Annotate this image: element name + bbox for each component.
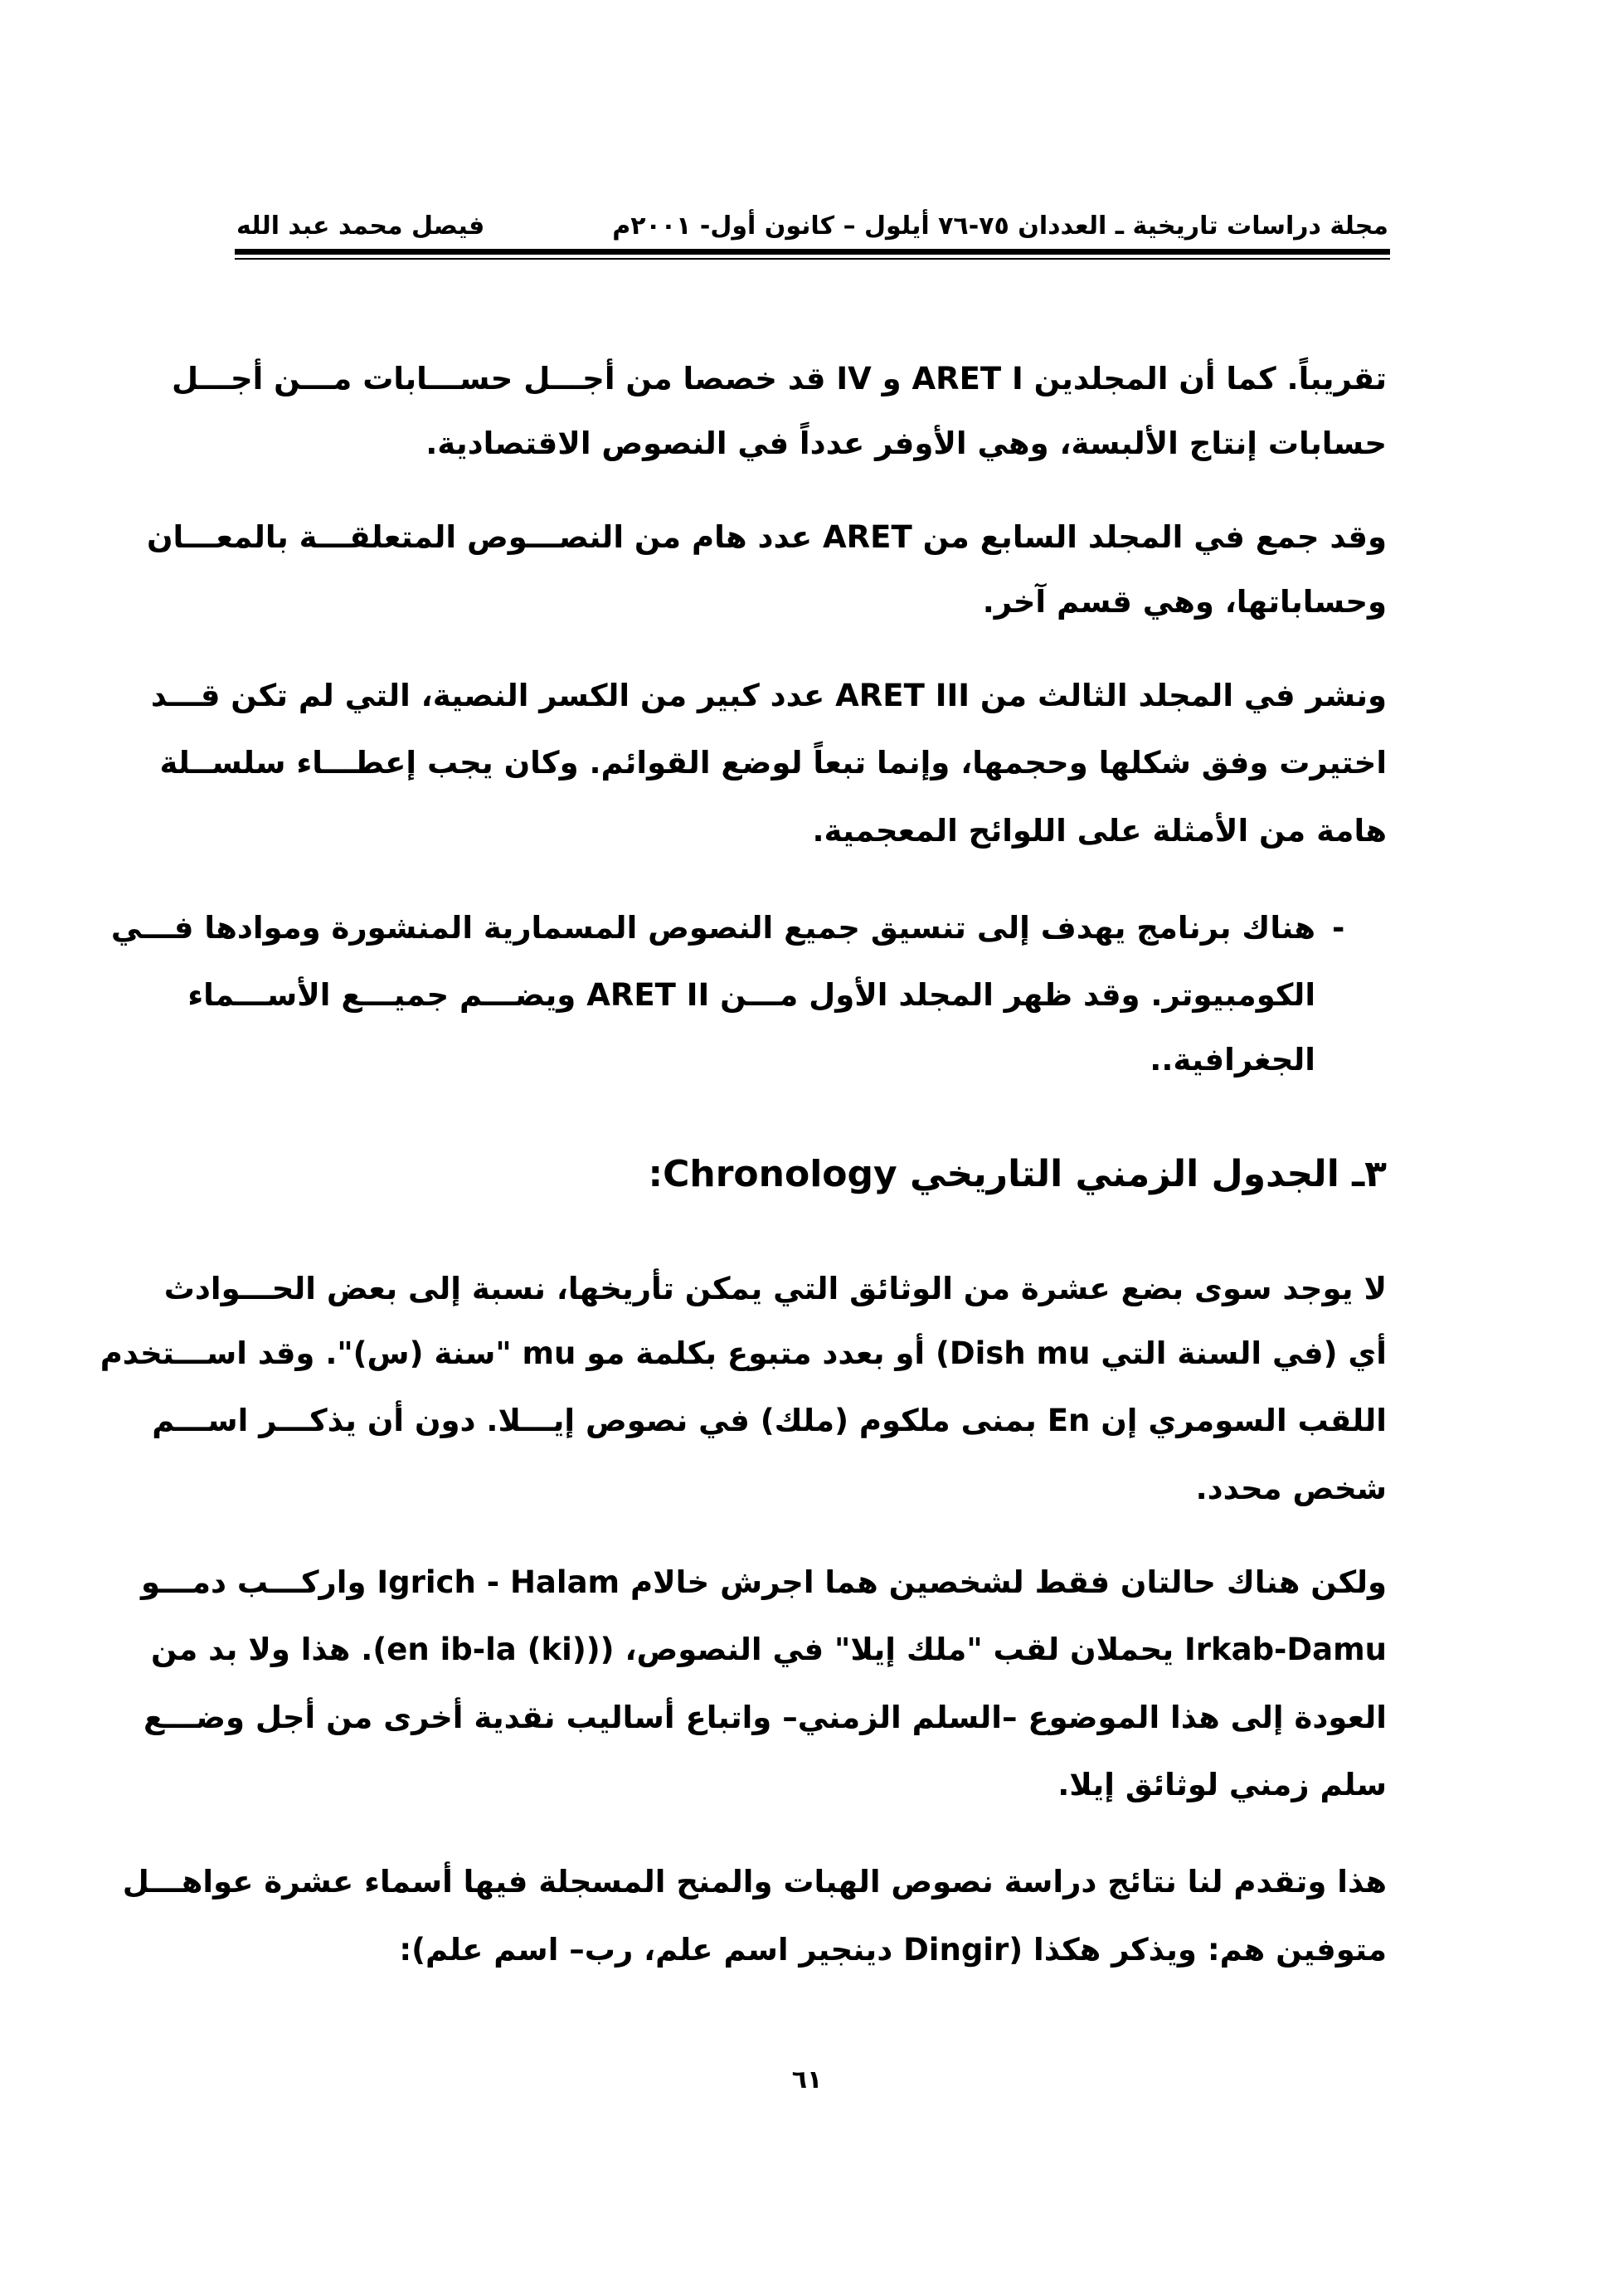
text-line: لا يوجد سوى بضع عشرة من الوثائق التي يمكن تأريخها، نسبة إلى بعض الحـــوادث [163, 1271, 1387, 1306]
text-line: حسابات إنتاج الألبسة، وهي الأوفر عدداً في النصوص الاقتصادية. [425, 426, 1387, 461]
text-line: ونشر في المجلد الثالث من ARET III عدد كبير من الكسر النصية، التي لم تكن قـــد [150, 678, 1387, 713]
list-item-line: الجغرافية.. [1150, 1042, 1315, 1077]
page-number: ٦١ [791, 2065, 823, 2094]
text-line: سلم زمني لوثائق إيلا. [1057, 1767, 1387, 1802]
text-line: أي (في السنة التي Dish mu) أو بعدد متبوع بكلمة مو mu "سنة (س)". وقد اســـتخدم [100, 1335, 1387, 1371]
text-line: هذا وتقدم لنا نتائج دراسة نصوص الهبات والمنح المسجلة فيها أسماء عشرة عواهـــل [122, 1864, 1387, 1900]
header-rule [235, 249, 1390, 255]
text-line: Irkab-Damu يحملان لقب "ملك إيلا" في النصوص، ((en ib-la (ki)). هذا ولا بد من [151, 1632, 1387, 1667]
header-rule-thin [235, 258, 1390, 260]
text-line: هامة من الأمثلة على اللوائح المعجمية. [812, 813, 1387, 849]
text-line: شخص محدد. [1195, 1471, 1387, 1506]
journal-header: مجلة دراسات تاريخية ـ العددان ٧٥-٧٦ أيلول – كانون أول- ٢٠٠١م [612, 212, 1388, 241]
author-header: فيصل محمد عبد الله [236, 212, 485, 241]
list-item-line: الكومبيوتر. وقد ظهر المجلد الأول مـــن ARET II ويضـــم جميـــع الأســـماء [187, 977, 1315, 1013]
list-item-line: هناك برنامج يهدف إلى تنسيق جميع النصوص المسمارية المنشورة وموادها فـــي [110, 910, 1315, 946]
text-line: العودة إلى هذا الموضوع –السلم الزمني– واتباع أساليب نقدية أخرى من أجل وضـــع [143, 1700, 1387, 1735]
text-line: وقد جمع في المجلد السابع من ARET عدد هام من النصـــوص المتعلقـــة بالمعـــان [146, 519, 1387, 555]
text-line: متوفين هم: ويذكر هكذا (Dingir دينجير اسم علم، رب– اسم علم): [399, 1932, 1387, 1968]
text-line: تقريباً. كما أن المجلدين ARET I و IV قد خصصا من أجـــل حســـابات مـــن أجـــل [171, 361, 1387, 396]
list-bullet: - [1332, 910, 1345, 946]
text-line: وحساباتها، وهي قسم آخر. [982, 584, 1387, 620]
text-line: اللقب السومري إن En بمنى ملكوم (ملك) في نصوص إيـــلا. دون أن يذكـــر اســـم [152, 1403, 1387, 1438]
text-line: اختيرت وفق شكلها وحجمها، وإنما تبعاً لوضع القوائم. وكان يجب إعطـــاء سلســلة [159, 745, 1387, 781]
section-heading: ٣ـ الجدول الزمني التاريخي Chronology: [648, 1153, 1387, 1195]
text-line: ولكن هناك حالتان فقط لشخصين هما اجرش خالام Igrich - Halam واركـــب دمـــو [140, 1564, 1387, 1600]
